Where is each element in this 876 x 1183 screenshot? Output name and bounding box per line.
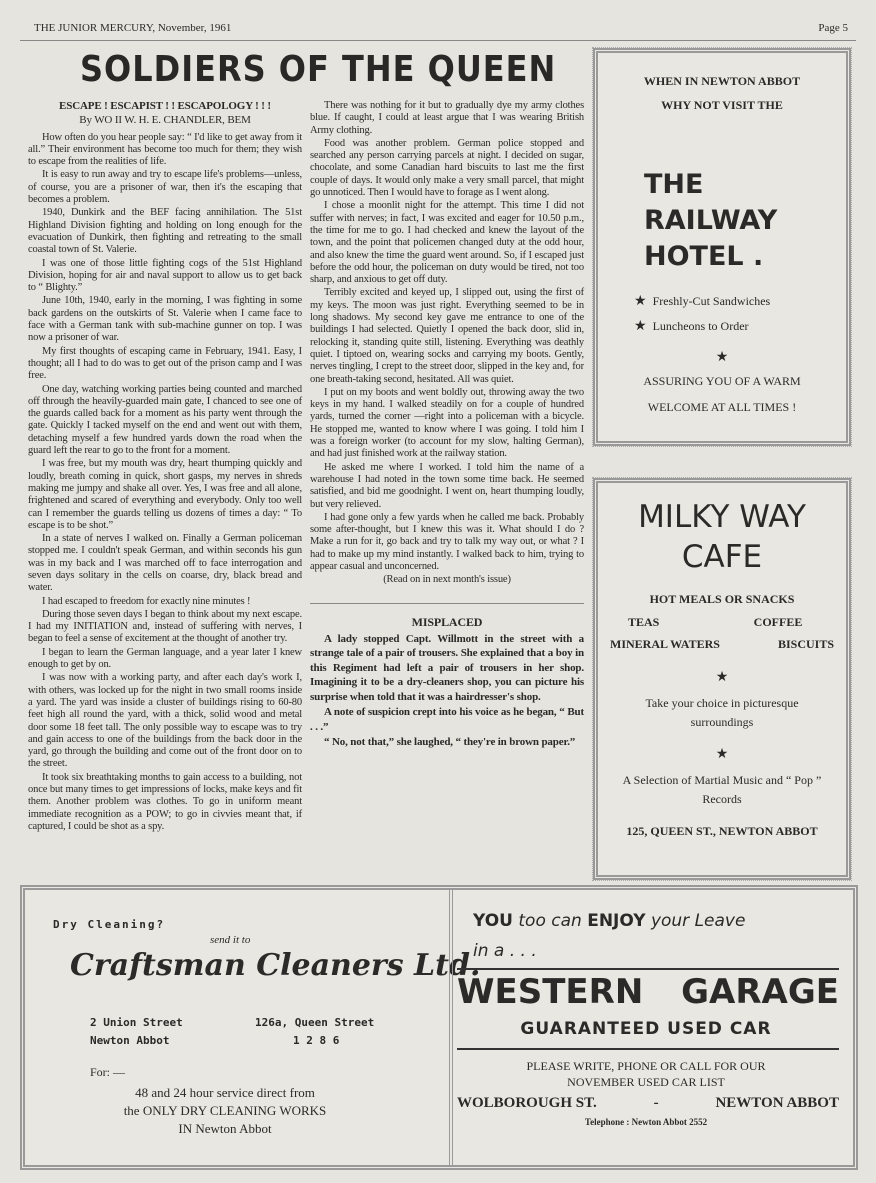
paragraph: June 10th, 1940, early in the morning, I was fighting in some back gardens on the outskirts of St. Valerie when I came face to face with a German tank with sub-machine gunner on top. I was now a prisoner of war. (28, 295, 302, 344)
star-icon: ★ (634, 294, 647, 309)
ad-item: ★ Freshly-Cut Sandwiches (634, 294, 771, 309)
ad-line: WHY NOT VISIT THE (661, 98, 783, 112)
paragraph: He asked me where I worked. I told him the name of a warehouse I had noted in the town some time back. He seemed satisfied, and bid me goodnight. I went on, heart thumping loudly, but very relieved. (310, 461, 584, 510)
paragraph: One day, watching working parties being counted and marched off through the heavily-guarded main gate, I chanced to see one of the guards called back for a moment as his party went through the gate. Quickly I tacked myself on the end and went out with them, detaching myself a few hundred yards down the road when the guard left the rear to go to the front for a moment. (28, 383, 302, 457)
hotel-name: HOTEL . (644, 241, 764, 272)
divider (457, 968, 839, 970)
ad-line: WHEN IN NEWTON ABBOT (643, 74, 801, 88)
bottom-ads (20, 885, 858, 1170)
paragraph: During those seven days I began to think about my next escape. I had my INITIATION and, instead of suffering with nerves, I began to feel a sense of excitement at the thought of another try. (28, 608, 302, 645)
star-icon: ★ (715, 747, 729, 762)
milky-way-cafe-ad (593, 478, 851, 880)
address-2: 126a, Queen Street 1 2 8 6 (255, 1016, 375, 1047)
paragraph: It is easy to run away and try to escape life's problems—unless, of course, you are a prisoner of war, then it's the escaping that becomes a problem. (28, 169, 302, 206)
ad-line: WELCOME AT ALL TIMES ! (647, 400, 797, 414)
ad-item: ★ Luncheons to Order (634, 319, 749, 334)
page-header (34, 22, 848, 34)
misplaced-title: MISPLACED (411, 614, 483, 629)
menu-item: TEAS (628, 615, 660, 629)
hotel-name: THE (644, 169, 704, 200)
paragraph: 1940, Dunkirk and the BEF facing annihilation. The 51st Highland Division fighting and holding on long enough for the evacuation of Dunkirk, then fighting and retreating to the small coastal town of St. Valerie. (28, 207, 302, 256)
article-column-middle (310, 100, 584, 751)
star-icon: ★ (634, 319, 647, 334)
ad-text: PLEASE WRITE, PHONE OR CALL FOR OUR NOVEMBER USED CAR LIST (526, 1059, 766, 1089)
cafe-address: 125, QUEEN ST., NEWTON ABBOT (626, 824, 818, 838)
menu-item: BISCUITS (777, 637, 834, 651)
cafe-name: CAFE (681, 539, 763, 575)
paragraph: My first thoughts of escaping came in February, 1941. Easy, I thought; all I had to do was to get out of the prison camp and I was free. (28, 345, 302, 382)
paragraph: I was one of those little fighting cogs of the 51st Highland Division, hoping for air and naval support to allow us to get back to “ Blighty.” (28, 257, 302, 294)
garage-address: WOLBOROUGH ST. - NEWTON ABBOT (457, 1095, 839, 1111)
ad-line: Dry Cleaning? (53, 918, 166, 931)
divider (457, 1048, 839, 1050)
paragraph: I was now with a working party, and after each day's work I, with others, was locked up for the night in two small rooms inside a yard. The yard was inside a cluster of buildings rising to 60-80 feet high all round the yard, with a thick, solid wood and metal door some 18 feet tall. The only possible way to escape was to try and gain access to one of the buildings from the back door in the yard, go through the building and come out of the front door on to the street. (28, 672, 302, 770)
article-kicker: ESCAPE ! ESCAPIST ! ! ESCAPOLOGY ! ! ! (59, 100, 271, 112)
paragraph: “ No, not that,” she laughed, “ they're in brown paper.” (324, 736, 576, 749)
ad-line: For: — (90, 1065, 126, 1079)
address-1: 2 Union Street Newton Abbot (90, 1016, 183, 1047)
ad-line: Take your choice in picturesque surroundings (645, 696, 799, 729)
cafe-name: MILKY WAY (638, 499, 806, 535)
article-column-left (28, 100, 302, 834)
western-garage-ad (449, 890, 853, 1165)
paragraph: I chose a moonlit night for the attempt. This time I did not suffer with nerves; in fact, I was excited and eager for 10.50 p.m., the time for me to go. I had checked and knew the layout of the town, and the point that policemen changed duty at the odd hour, and also knew the time the guard went around. So, if I escaped just before the odd hour, the policeman on duty would be tired, not too sharp, and anxious to get off duty. (310, 200, 584, 286)
paragraph: A note of suspicion crept into his voice as he began, “ But . . .” (310, 706, 584, 733)
ad-line: A Selection of Martial Music and “ Pop ” Records (622, 773, 822, 806)
ad-line: ASSURING YOU OF A WARM (643, 374, 801, 388)
garage-subtitle: GUARANTEED USED CAR (520, 1019, 772, 1039)
railway-hotel-ad (593, 48, 851, 446)
ad-slogan: YOU too can ENJOY your Leave in a . . . (473, 911, 746, 961)
section-divider (310, 603, 584, 604)
paragraph: I had escaped to freedom for exactly nine minutes ! (42, 595, 251, 607)
star-icon: ★ (715, 350, 729, 365)
paragraph: I put on my boots and went boldly out, throwing away the two keys in my hand. I walked steadily on for a couple of hundred yards, turned the corner —right into a policeman with a bicycle. He stopped me, wanted to know where I was going. I told him I was a foreign worker (to account for my slow, halting German), and had just finished work at the railway station. (310, 386, 584, 460)
ad-line: send it to (210, 934, 251, 946)
paragraph: Terribly excited and keyed up, I slipped out, using the first of my keys. The moon was just right. Everything seemed to be in long shadows. My second key gave me entrance to one of the buildings I had selected. Quietly I opened the back door, slid in, relocking it, standing quite still, listening. Everything was deathly quiet. I tiptoed on, wearing socks and carrying my boots. Gently, nerves tingling, I crept to the street door, slipped in the key and, for one breath-taking second, hesitated. All was quiet. (310, 287, 584, 385)
garage-name: WESTERN GARAGE (457, 972, 839, 1012)
article-byline: By WO II W. H. E. CHANDLER, BEM (79, 114, 251, 127)
paragraph: There was nothing for it but to gradually dye my army clothes blue. If caught, I could at least argue that I was wearing British Army clothing. (310, 100, 584, 136)
continued-note: (Read on in next month's issue) (383, 574, 511, 586)
menu-list (598, 611, 846, 655)
garage-telephone: Telephone : Newton Abbot 2552 (584, 1117, 708, 1127)
article-title: SOLDIERS OF THE QUEEN (80, 48, 557, 90)
craftsman-cleaners-ad (25, 890, 481, 1165)
paragraph: In a state of nerves I walked on. Finally a German policeman stopped me. I couldn't speak German, and within seconds his gun was in my back and I was marched off to face interrogation and seven days solitary in the cells on coarse, dry, black bread and water. (28, 533, 302, 594)
paragraph: A lady stopped Capt. Willmott in the street with a strange tale of a pair of trousers. She explained that a boy in this Regiment had left a pair of trousers in her shop. Imagining it to be a dry-cleaners shop, you can picture his surprise when told that it was a hairdresser's shop. (310, 632, 584, 703)
menu-item: MINERAL WATERS (610, 637, 720, 651)
paragraph: I began to learn the German language, and a year later I knew enough to get by on. (28, 646, 302, 671)
company-name: Craftsman Cleaners Ltd. (70, 948, 481, 983)
page-number: Page 5 (818, 22, 848, 34)
paragraph: How often do you hear people say: “ I'd like to get away from it all.” Their environment has become too much for them; they wish to escape from the realities of life. (28, 131, 302, 168)
menu-item: COFFEE (753, 615, 803, 629)
hotel-name: RAILWAY (644, 205, 778, 236)
service-text: 48 and 24 hour service direct from the ONLY DRY CLEANING WORKS IN Newton Abbot (123, 1085, 327, 1136)
star-icon: ★ (715, 670, 729, 685)
publication-line: THE JUNIOR MERCURY, November, 1961 (34, 22, 232, 34)
menu-title: HOT MEALS OR SNACKS (649, 592, 795, 606)
paragraph: Food was another problem. German police stopped and searched any person carrying parcels at night. I decided on sugar, chocolate, and some Canadian hard biscuits to last me the first couple of days. It would only make a very small parcel, that might go unnoticed. Then I would have to forage as I went along. (310, 137, 584, 199)
header-rule (20, 40, 856, 41)
paragraph: It took six breathtaking months to gain access to a building, not once but many times to get impressions of locks, make keys and fit them. Another problem was clothes. To go in uniform meant immediate recognition as a POW; to go in civvies meant that, if captured, I could be shot as a spy. (28, 771, 302, 832)
paragraph: I was free, but my mouth was dry, heart thumping quickly and loudly, breath coming in quick, short gasps, my nerves in shreds making me jumpy and shake all over. Yes, I was free and all alone, frightened and scared of everything and everybody. Only too well can I remember the guards telling us dozens of times a day: “ To escape is to be shot.” (28, 458, 302, 531)
paragraph: I had gone only a few yards when he called me back. Probably some after-thought, but I knew this was it. What should I do ? Make a run for it, go back and try to talk my way out, or what ? I had to make up my mind instantly. I walked back to him, trying to appear casual and unconcerned. (310, 511, 584, 572)
